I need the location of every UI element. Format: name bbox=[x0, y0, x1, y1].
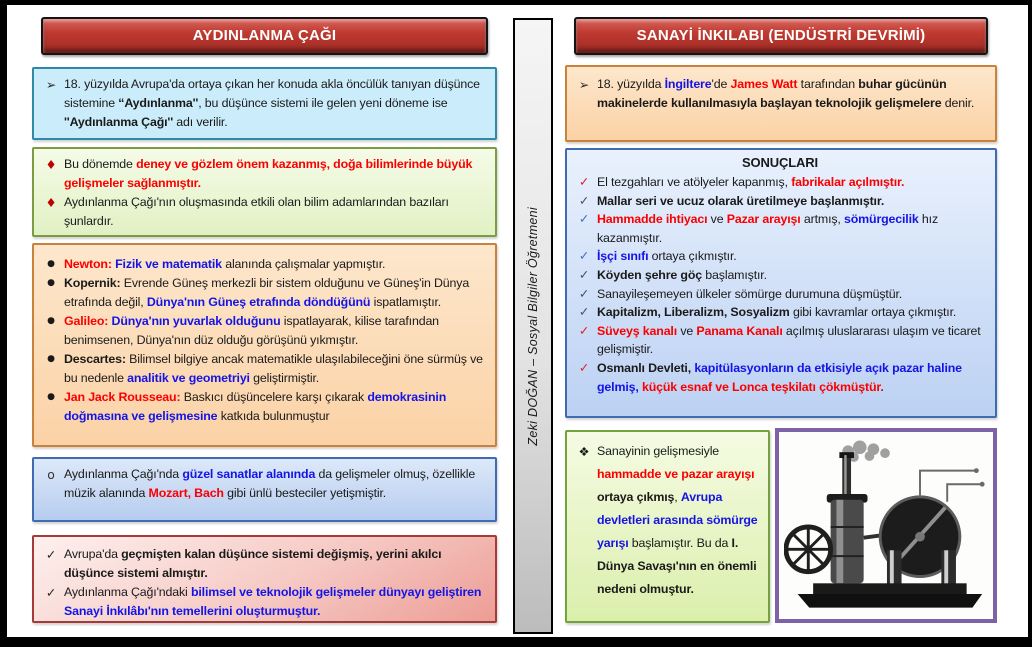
item-text: 18. yüzyılda Avrupa'da ortaya çıkan her konuda akla öncülük tanıyan düşünce sistemine “Aydınlanma'', bu düşünce sistemi ile gelen yeni döneme ise ''Aydınlanma Çağı'' adı verilir. bbox=[64, 77, 480, 129]
list-item bbox=[571, 266, 989, 285]
bullet-icon: ✓ bbox=[578, 211, 590, 227]
bullet-icon: ● bbox=[47, 316, 55, 326]
bullet-icon: ● bbox=[47, 259, 55, 269]
list-item bbox=[571, 192, 989, 211]
list-item bbox=[38, 350, 489, 388]
list-item bbox=[571, 247, 989, 266]
industrial-intro-box bbox=[565, 65, 997, 142]
item-text: Newton: Fizik ve matematik alanında çalışmalar yapmıştır. bbox=[64, 257, 386, 271]
item-text: Aydınlanma Çağı'ndaki bilimsel ve teknolojik gelişmeler dünyayı geliştiren Sanayi İnkılâbı'nın temellerini oluşturmuştur. bbox=[64, 585, 482, 618]
list-item bbox=[571, 75, 989, 113]
bullet-icon: ❖ bbox=[578, 444, 590, 459]
item-text: Sanayinin gelişmesiyle hammadde ve pazar arayışı ortaya çıkmış, Avrupa devletleri arasında sömürge yarışı başlamıştır. Bu da I. Dünya Savaşı'nın en önemli nedeni olmuştur. bbox=[597, 444, 758, 596]
bullet-icon: ✓ bbox=[578, 248, 590, 264]
bullet-icon: ✓ bbox=[578, 285, 590, 301]
list-item bbox=[571, 173, 989, 192]
item-text: Mallar seri ve ucuz olarak üretilmeye başlanmıştır. bbox=[597, 193, 885, 208]
steam-engine-frame bbox=[775, 428, 997, 623]
bottom-row bbox=[565, 430, 997, 623]
item-text: Osmanlı Devleti, kapitülasyonların da etkisiyle açık pazar haline gelmiş, küçük esnaf ve Lonca teşkilatı çökmüştür. bbox=[597, 360, 962, 394]
bullet-icon: ♦ bbox=[45, 157, 57, 172]
bullet-icon: ✓ bbox=[578, 174, 590, 189]
list-item bbox=[571, 359, 989, 396]
steam-engine-illustration bbox=[784, 437, 988, 615]
item-text: Bu dönemde deney ve gözlem önem kazanmış, doğa bilimlerinde büyük gelişmeler sağlanmıştır. bbox=[64, 157, 473, 190]
author-strip-text: Zeki DOĞAN – Sosyal Bilgiler Öğretmeni bbox=[526, 206, 540, 446]
list-item bbox=[38, 255, 489, 274]
bullet-icon: ✓ bbox=[578, 359, 590, 375]
industrial-revolution-column bbox=[565, 17, 997, 623]
bullet-icon: ✓ bbox=[45, 547, 57, 562]
list-item bbox=[571, 303, 989, 322]
item-text: Köyden şehre göç başlamıştır. bbox=[597, 267, 767, 282]
bullet-icon: ● bbox=[47, 354, 55, 364]
list-item bbox=[571, 440, 762, 601]
list-item bbox=[38, 388, 489, 426]
fine-arts-box bbox=[32, 457, 497, 522]
bullet-icon: ✓ bbox=[578, 192, 590, 208]
summary-box bbox=[565, 430, 770, 623]
results-box bbox=[565, 148, 997, 418]
enlightenment-conclusion-box bbox=[32, 535, 497, 623]
item-text: Descartes: Bilimsel bilgiye ancak matematikle ulaşılabileceğini öne sürmüş ve bu nedenle analitik ve geometriyi geliştirmiştir. bbox=[64, 352, 483, 385]
item-text: Hammadde ihtiyacı ve Pazar arayışı artmış, sömürgecilik hız kazanmıştır. bbox=[597, 212, 939, 245]
item-text: Kopernik: Evrende Güneş merkezli bir sistem olduğunu ve Güneş'in Dünya etrafında değil, Dünya'nın Güneş etrafında döndüğünü ispatlamıştır. bbox=[64, 276, 470, 309]
item-text: Avrupa'da geçmişten kalan düşünce sistemi değişmiş, yerini akılcı düşünce sistemi almıştır. bbox=[64, 547, 442, 580]
bullet-icon: ● bbox=[47, 392, 55, 402]
bullet-icon: ✓ bbox=[578, 266, 590, 282]
bullet-icon: o bbox=[47, 467, 55, 482]
divider-strip bbox=[513, 18, 553, 634]
item-text: Süveyş kanalı ve Panama Kanalı açılmış uluslararası ulaşım ve ticaret gelişmiştir. bbox=[597, 323, 981, 357]
results-list bbox=[571, 173, 989, 396]
list-item bbox=[571, 322, 989, 359]
item-text: Aydınlanma Çağı'nda güzel sanatlar alanında da gelişmeler olmuş, özellikle müzik alanında Mozart, Bach gibi ünlü besteciler yetişmiştir. bbox=[64, 467, 476, 500]
results-title: SONUÇLARI bbox=[742, 155, 818, 170]
list-item bbox=[38, 193, 489, 231]
item-text: Galileo: Dünya'nın yuvarlak olduğunu ispatlayarak, kilise tarafından benimsenen, Dünya'nın düz olduğu görüşünü yıkmıştır. bbox=[64, 314, 439, 347]
item-text: Aydınlanma Çağı'nın oluşmasında etkili olan bilim adamlarından bazıları şunlardır. bbox=[64, 195, 449, 228]
item-text: 18. yüzyılda İngiltere'de James Watt tarafından buhar gücünün makinelerde kullanılmasıyla başlayan teknolojik gelişmelere denir. bbox=[597, 77, 975, 110]
item-text: İşçi sınıfı ortaya çıkmıştır. bbox=[597, 249, 737, 264]
item-text: El tezgahları ve atölyeler kapanmış, fabrikalar açılmıştır. bbox=[597, 175, 905, 189]
list-item bbox=[38, 583, 489, 621]
bullet-icon: ● bbox=[47, 278, 55, 288]
item-text: Kapitalizm, Liberalizm, Sosyalizm gibi kavramlar ortaya çıkmıştır. bbox=[597, 305, 957, 320]
bullet-icon: ➢ bbox=[45, 77, 57, 92]
enlightenment-header: AYDINLANMA ÇAĞI bbox=[41, 17, 488, 55]
scientists-box bbox=[32, 243, 497, 447]
item-text: Jan Jack Rousseau: Baskıcı düşüncelere karşı çıkarak demokrasinin doğmasına ve gelişmesine katkıda bulunmuştur bbox=[64, 390, 447, 423]
list-item bbox=[571, 285, 989, 304]
industrial-revolution-header: SANAYİ İNKILABI (ENDÜSTRİ DEVRİMİ) bbox=[574, 17, 988, 55]
enlightenment-intro-box bbox=[32, 67, 497, 140]
list-item bbox=[571, 210, 989, 247]
bullet-icon: ✓ bbox=[45, 585, 57, 600]
list-item bbox=[38, 75, 489, 132]
enlightenment-column bbox=[32, 17, 497, 623]
list-item bbox=[38, 465, 489, 503]
item-text: Sanayileşemeyen ülkeler sömürge durumuna düşmüştür. bbox=[597, 286, 903, 301]
bullet-icon: ✓ bbox=[578, 304, 590, 320]
bullet-icon: ♦ bbox=[45, 195, 57, 210]
bullet-icon: ✓ bbox=[578, 322, 590, 338]
list-item bbox=[38, 274, 489, 312]
list-item bbox=[38, 155, 489, 193]
list-item bbox=[38, 312, 489, 350]
science-development-box bbox=[32, 147, 497, 237]
list-item bbox=[38, 545, 489, 583]
bullet-icon: ➢ bbox=[578, 77, 590, 92]
